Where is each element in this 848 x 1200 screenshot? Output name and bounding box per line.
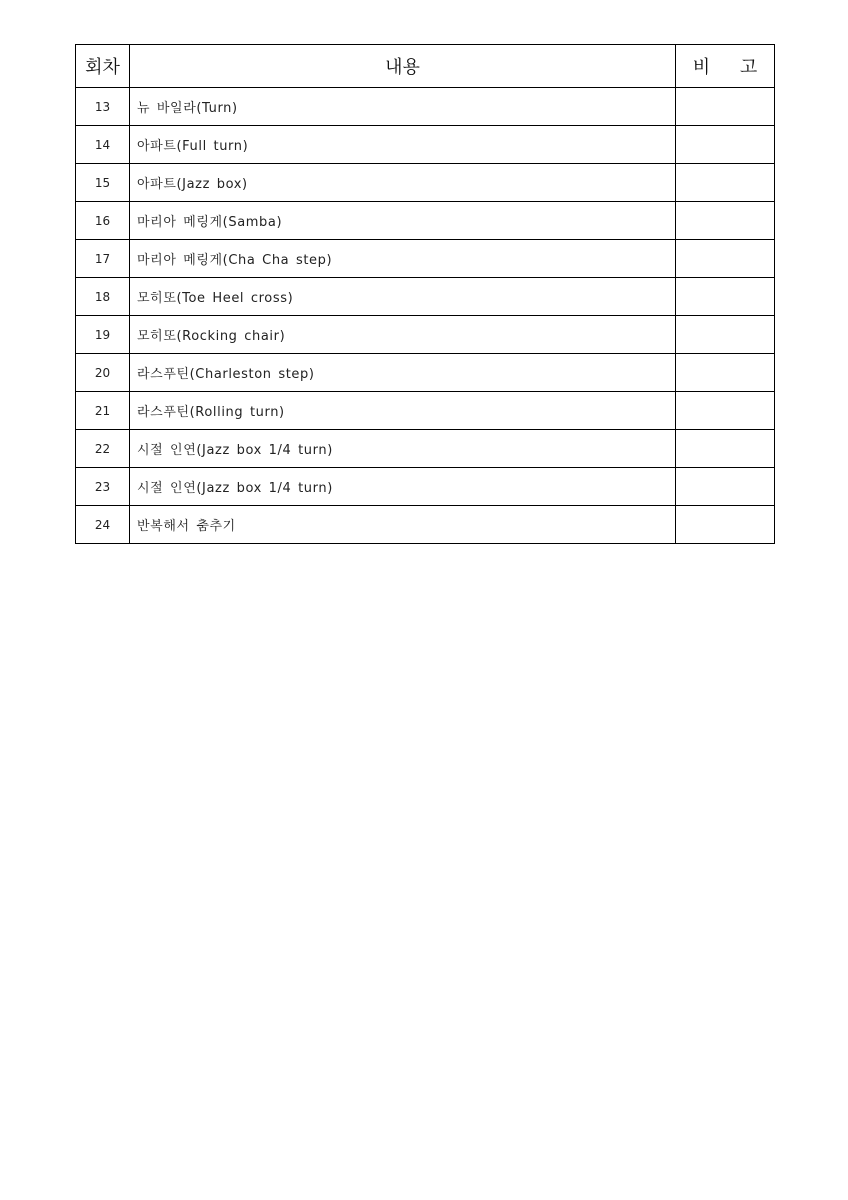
session-number: 15 <box>76 164 130 202</box>
session-note <box>676 240 775 278</box>
session-number: 16 <box>76 202 130 240</box>
table-row <box>76 392 775 430</box>
session-number: 19 <box>76 316 130 354</box>
session-content: 마리아 메링게(Cha Cha step) <box>130 240 676 278</box>
session-number: 13 <box>76 88 130 126</box>
session-number: 22 <box>76 430 130 468</box>
session-content: 라스푸틴(Rolling turn) <box>130 392 676 430</box>
table-row <box>76 202 775 240</box>
session-note <box>676 278 775 316</box>
table-row <box>76 506 775 544</box>
session-note <box>676 88 775 126</box>
session-number: 21 <box>76 392 130 430</box>
session-note <box>676 354 775 392</box>
session-content: 모히또(Rocking chair) <box>130 316 676 354</box>
session-content: 마리아 메링게(Samba) <box>130 202 676 240</box>
session-note <box>676 202 775 240</box>
session-content: 모히또(Toe Heel cross) <box>130 278 676 316</box>
table-row <box>76 240 775 278</box>
session-number: 14 <box>76 126 130 164</box>
session-note <box>676 316 775 354</box>
table-row <box>76 430 775 468</box>
header-session: 회차 <box>76 45 130 88</box>
session-note <box>676 164 775 202</box>
table-row <box>76 164 775 202</box>
table-row <box>76 88 775 126</box>
header-content: 내용 <box>130 45 676 88</box>
session-content: 뉴 바일라(Turn) <box>130 88 676 126</box>
session-content: 시절 인연(Jazz box 1/4 turn) <box>130 430 676 468</box>
session-note <box>676 430 775 468</box>
session-content: 반복해서 춤추기 <box>130 506 676 544</box>
table-row <box>76 468 775 506</box>
table-row <box>76 354 775 392</box>
table-header-row <box>76 45 775 88</box>
curriculum-table <box>75 44 775 544</box>
session-content: 아파트(Jazz box) <box>130 164 676 202</box>
session-number: 18 <box>76 278 130 316</box>
session-note <box>676 506 775 544</box>
session-note <box>676 126 775 164</box>
session-number: 17 <box>76 240 130 278</box>
session-content: 아파트(Full turn) <box>130 126 676 164</box>
table-row <box>76 278 775 316</box>
session-number: 20 <box>76 354 130 392</box>
session-note <box>676 392 775 430</box>
table-row <box>76 316 775 354</box>
session-number: 24 <box>76 506 130 544</box>
session-note <box>676 468 775 506</box>
header-note: 비 고 <box>676 45 775 88</box>
session-content: 시절 인연(Jazz box 1/4 turn) <box>130 468 676 506</box>
session-content: 라스푸틴(Charleston step) <box>130 354 676 392</box>
table-row <box>76 126 775 164</box>
session-number: 23 <box>76 468 130 506</box>
